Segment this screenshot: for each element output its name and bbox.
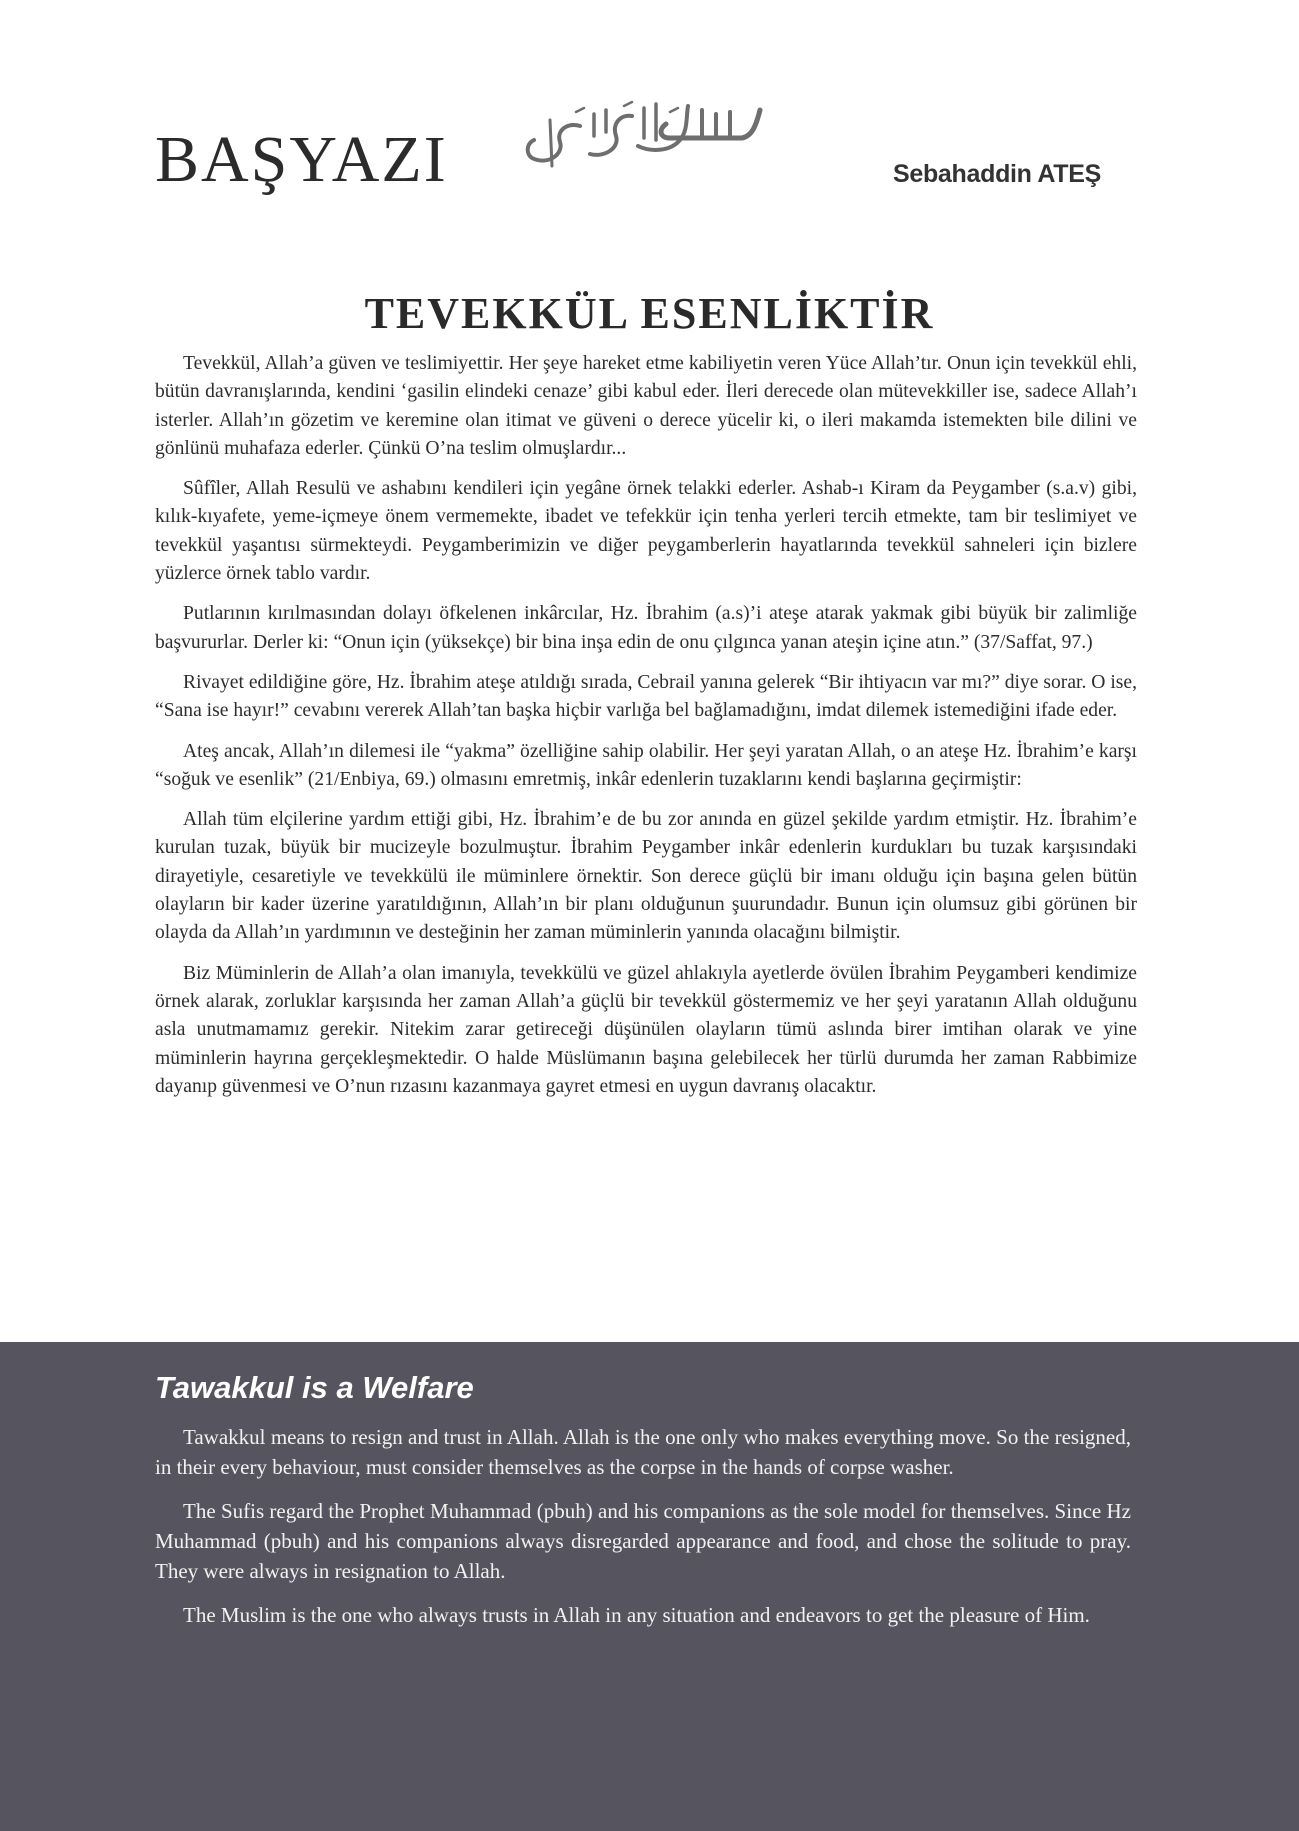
article-paragraph: Allah tüm elçilerine yardım ettiği gibi, Hz. İbrahim’e de bu zor anında en güzel şekilde yardım etmiştir. Hz. İbrahim’e kurulan tuzak, büyük bir mucizeyle bozulmuştur. İbrahim Peygamber inkâr edenlerin kurdukları bu tuzak karşısındaki dirayetiyle, cesaretiyle ve tevekkülü ile müminlere örnektir. Son derece güçlü bir imanı olduğu için başına gelen bütün olayların bir kader üzerine yaratıldığının, Allah’ın bir planı olduğunun şuurundadır. Bunun için olumsuz gibi görünen bir olayda da Allah’ın yardımının ve desteğinin her zaman müminlerin yanında olacağını bilmiştir.	[155, 809, 1137, 944]
english-paragraph: Tawakkul means to resign and trust in Allah. Allah is the one only who makes everything move. So the resigned, in their every behaviour, must consider themselves as the corpse in the hands of corpse washer.	[155, 1425, 1131, 1479]
english-title: Tawakkul is a Welfare	[155, 1370, 474, 1405]
english-paragraph: The Muslim is the one who always trusts in Allah in any situation and endeavors to get the pleasure of Him.	[183, 1603, 1090, 1627]
english-paragraph: The Sufis regard the Prophet Muhammad (pbuh) and his companions as the sole model for themselves. Since Hz Muhammad (pbuh) and his companions always disregarded appearance and food, and chose the solitude to pray. They were always in resignation to Allah.	[155, 1499, 1131, 1583]
article-body	[155, 350, 1137, 1113]
article-paragraph: Ateş ancak, Allah’ın dilemesi ile “yakma” özelliğine sahip olabilir. Her şeyi yaratan Allah, o an ateşe Hz. İbrahim’e karşı “soğuk ve esenlik” (21/Enbiya, 69.) olmasını emretmiş, inkâr edenlerin tuzaklarını kendi başlarına geçirmiştir:	[155, 740, 1137, 790]
author-name: Sebahaddin ATEŞ	[892, 160, 1101, 188]
article-paragraph: Biz Müminlerin de Allah’a olan imanıyla, tevekkülü ve güzel ahlakıyla ayetlerde övülen İbrahim Peygamberi kendimize örnek alarak, zorluklar karşısında her zaman Allah’a güçlü bir tevekkül göstermemiz ve her şeyi yaratanın Allah olduğunu asla unutmamamız gerekir. Nitekim zarar getireceği düşünülen olayların tümü aslında birer imtihan olarak ve yine müminlerin hayrına gerçekleşmektedir. O halde Müslümanın başına gelebilecek her türlü durumda her zaman Rabbimize dayanıp güvenmesi ve O’nun rızasını kazanmaya gayret etmesi en uygun davranış olacaktır.	[155, 962, 1137, 1097]
basmala-calligraphy	[520, 96, 770, 186]
article-paragraph: Putlarının kırılmasından dolayı öfkelenen inkârcılar, Hz. İbrahim (a.s)’i ateşe atarak yakmak gibi büyük bir zalimliğe başvururlar. Derler ki: “Onun için (yüksekçe) bir bina inşa edin de onu çılgınca yanan ateşin içine atın.” (37/Saffat, 97.)	[155, 603, 1137, 653]
page-header	[0, 0, 1299, 240]
section-label: BAŞYAZI	[155, 123, 448, 196]
article-title: TEVEKKÜL ESENLİKTİR	[364, 289, 935, 338]
article-paragraph: Rivayet edildiğine göre, Hz. İbrahim ateşe atıldığı sırada, Cebrail yanına gelerek “Bir ihtiyacın var mı?” diye sorar. O ise, “Sana ise hayır!” cevabını vererek Allah’tan başka hiçbir varlığa bel bağlamadığını, imdat dilemek istemediğini ifade eder.	[155, 671, 1137, 722]
article-paragraph: Sûfîler, Allah Resulü ve ashabını kendileri için yegâne örnek telakki ederler. Ashab-ı Kiram da Peygamber (s.a.v) gibi, kılık-kıyafete, yeme-içmeye önem vermemekte, ibadet ve tefekkür için tenha yerleri tercih etmekte, tam bir teslimiyet ve tevekkül yaşantısı sürmekteydi. Peygamberimizin ve diğer peygamberlerin hayatlarında tevekkül sahneleri için bizlere yüzlerce örnek tablo vardır.	[155, 478, 1137, 585]
article-paragraph: Tevekkül, Allah’a güven ve teslimiyettir. Her şeye hareket etme kabiliyetin veren Yüce Allah’tır. Onun için tevekkül ehli, bütün davranışlarında, kendini ‘gasilin elindeki cenaze’ gibi kabul eder. İleri derecede olan mütevekkiller ise, sadece Allah’ı isterler. Allah’ın gözetim ve keremine olan itimat ve güveni o derece yücelir ki, o ileri makamda istemekten bile dilini ve gönlünü muhafaza ederler. Çünkü O’na teslim olmuşlardır...	[155, 353, 1137, 459]
english-summary-panel	[0, 1342, 1299, 1831]
english-body	[155, 1422, 1131, 1644]
